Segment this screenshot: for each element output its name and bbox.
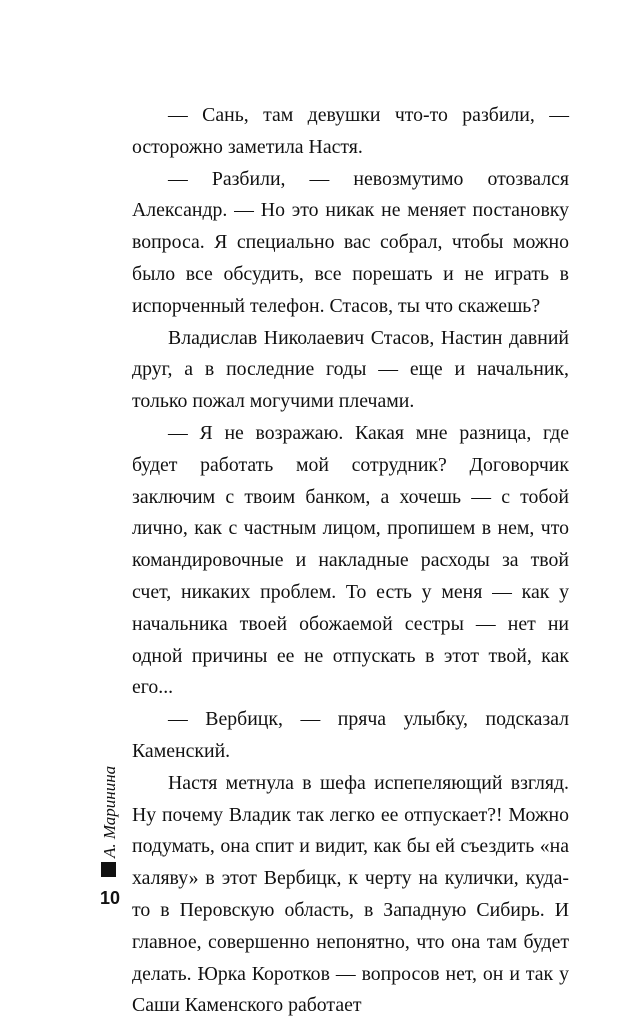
paragraph: — Вербицк, — пряча улыбку, подсказал Каменский. [132, 708, 569, 762]
paragraph: Владислав Николаевич Стасов, Настин давний друг, а в последние годы — еще и начальник, только пожал могучими плечами. [132, 326, 569, 413]
page-number: 10 [100, 888, 121, 908]
paragraph: — Разбили, — невозмутимо отозвался Александр. — Но это никак не меняет постановку вопроса. Я специально вас собрал, чтобы можно было все обсудить, все порешать и не играть в испорченный телефон. Стасов, ты что скажешь? [132, 167, 569, 317]
paragraph: — Я не возражаю. Какая мне разница, где будет работать мой сотрудник? Договорчик заключим с твоим банком, а хочешь — с тобой лично, как с частным лицом, пропишем в нем, что командировочные и накладные расходы за твой счет, никаких проблем. То есть у меня — как у начальника твоей обожаемой сестры — нет ни одной причины ее не отпускать в этот твой, как его... [132, 421, 569, 699]
paragraph: Настя метнула в шефа испепеляющий взгляд. Ну почему Владик так легко ее отпускает?! Можно подумать, она спит и видит, как бы ей съездить «на халяву» в этот Вербицк, к черту на кулички, куда-то в Перовскую область, в Западную Сибирь. И главное, совершенно непонятно, что она там будет делать. Юрка Коротков — вопросов нет, он и так у Саши Каменского работает [132, 771, 569, 1017]
section-marker-square [101, 862, 116, 877]
body-text [132, 100, 569, 1022]
paragraph: — Сань, там девушки что-то разбили, — осторожно заметила Настя. [132, 104, 569, 158]
running-head-author: А. Маринина [100, 765, 119, 858]
